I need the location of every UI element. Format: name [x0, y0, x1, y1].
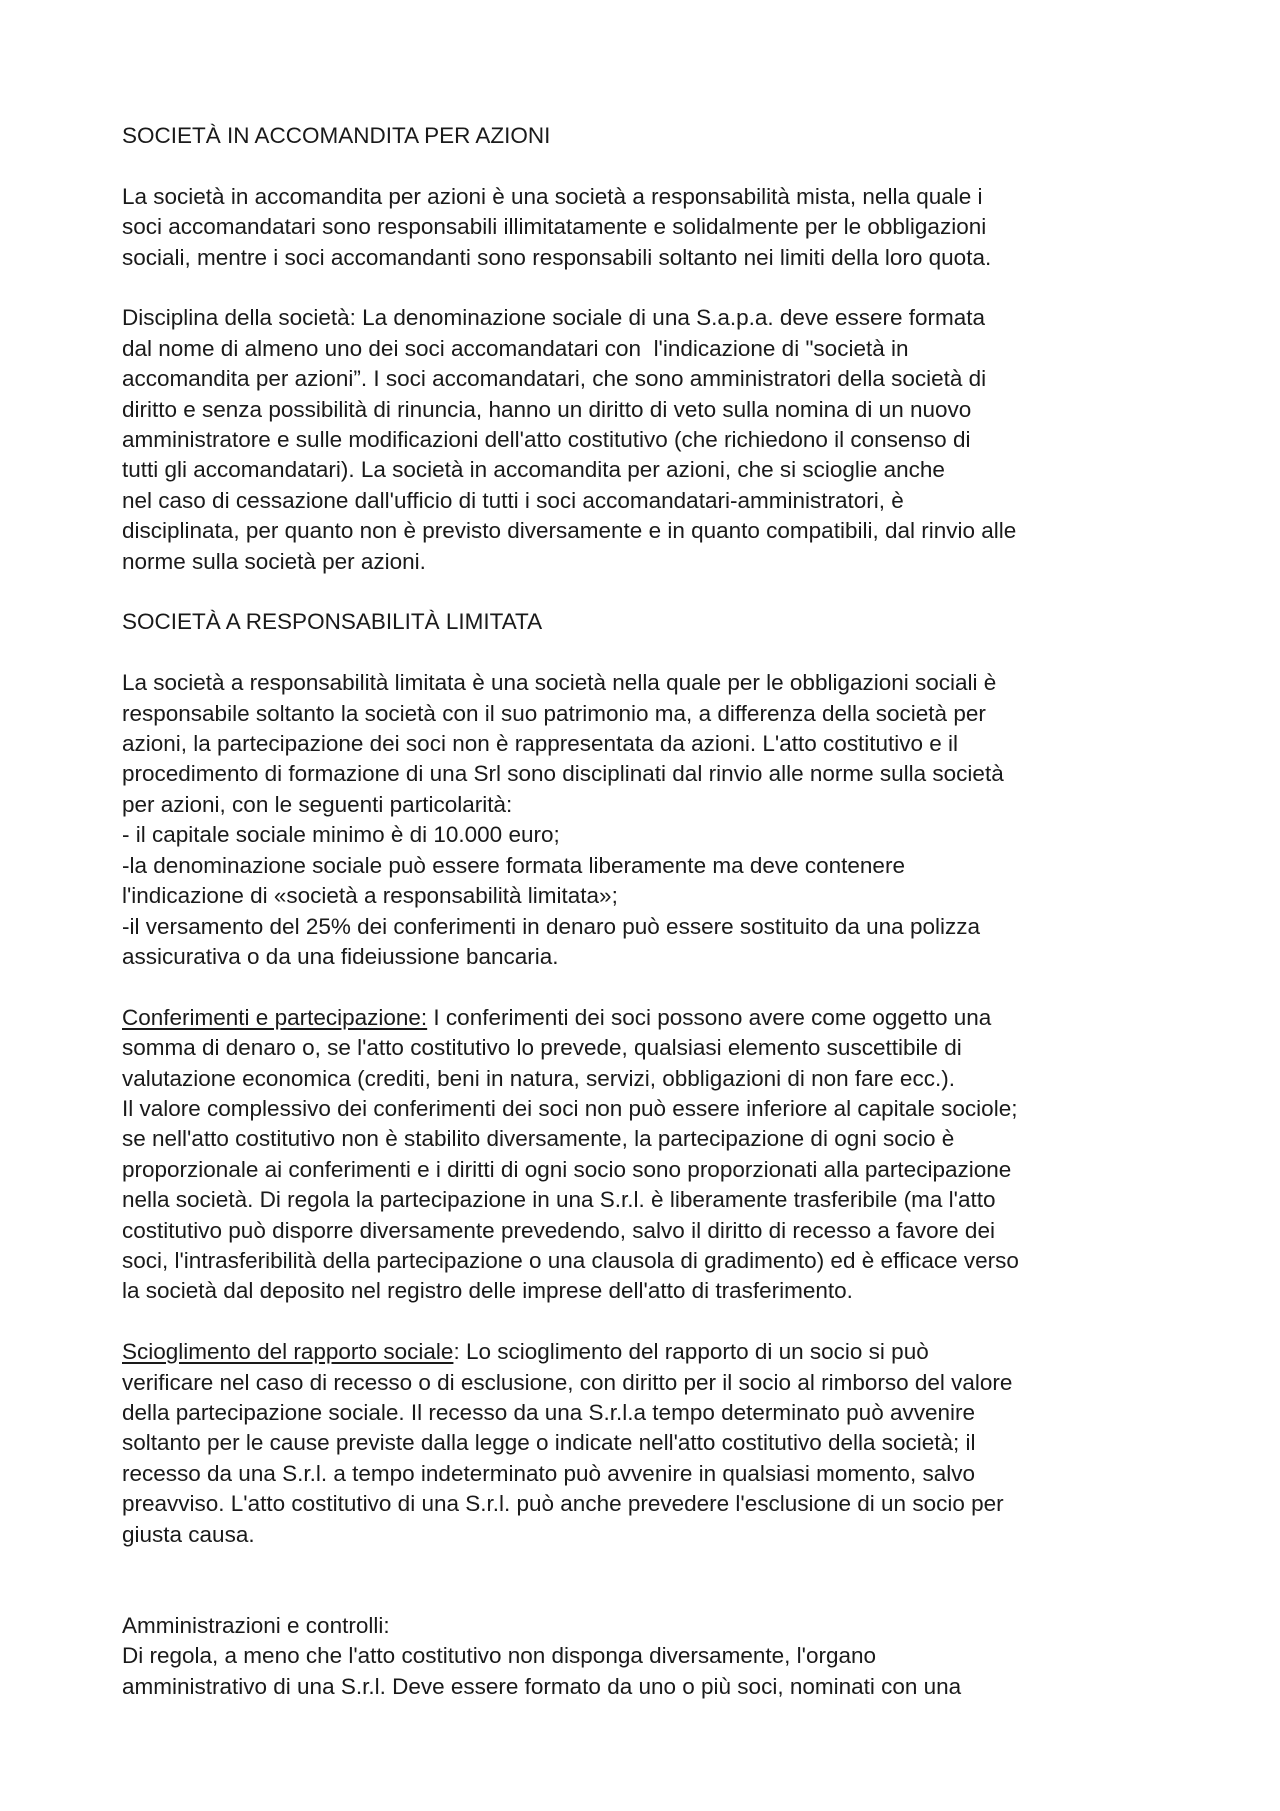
srl-conferimenti-paragraph — [122, 1003, 1182, 1307]
conferimenti-text: I conferimenti dei soci possono avere come oggetto una somma di denaro o, se l'atto costitutivo lo prevede, qualsiasi elemento suscettibile di valutazione economica (crediti, beni in natura, servizi, obbligazioni di non fare ecc.). Il valore complessivo dei conferimenti dei soci non può essere inferiore al capitale sociole; se nell'atto costitutivo non è stabilito diversamente, la partecipazione di ogni socio è proporzionale ai conferimenti e i diritti di ogni socio sono proporzionati alla partecipazione nella società. Di regola la partecipazione in una S.r.l. è liberamente trasferibile (ma l'atto costitutivo può disporre diversamente prevedendo, salvo il diritto di recesso a favore dei soci, l'intrasferibilità della partecipazione o una clausola di gradimento) ed è efficace verso la società dal deposito nel registro delle imprese dell'atto di trasferimento. — [122, 1004, 1019, 1304]
sapa-heading: SOCIETÀ IN ACCOMANDITA PER AZIONI — [122, 123, 551, 148]
scioglimento-text: : Lo scioglimento del rapporto di un socio si può verificare nel caso di recesso o di esclusione, con diritto per il socio al rimborso del valore della partecipazione sociale. Il recesso da una S.r.l.a tempo determinato può avvenire soltanto per le cause previste dalla legge o indicate nell'atto costitutivo della società; il recesso da una S.r.l. a tempo indeterminato può avvenire in qualsiasi momento, salvo preavviso. L'atto costitutivo di una S.r.l. può anche prevedere l'esclusione di un socio per giusta causa. — [122, 1339, 1013, 1547]
srl-intro-paragraph: La società a responsabilità limitata è una società nella quale per le obbligazioni sociali è responsabile soltanto la società con il suo patrimonio ma, a differenza della società per azioni, la partecipazione dei soci non è rappresentata da azioni. L'atto costitutivo e il procedimento di formazione di una Srl sono disciplinati dal rinvio alle norme sulla società per azioni, con le seguenti particolarità: - il capitale sociale minimo è di 10.000 euro; -la denominazione sociale può essere formata liberamente ma deve contenere l'indicazione di «società a responsabilità limitata»; -il versamento del 25% dei conferimenti in denaro può essere sostituito da una polizza assicurativa o da una fideiussione bancaria. — [122, 670, 1004, 969]
conferimenti-label: Conferimenti e partecipazione: — [122, 1004, 428, 1030]
srl-scioglimento-paragraph — [122, 1337, 1182, 1550]
scioglimento-label: Scioglimento del rapporto sociale — [122, 1339, 454, 1365]
sapa-intro-paragraph: La società in accomandita per azioni è una società a responsabilità mista, nella quale i soci accomandatari sono responsabili illimitatamente e solidalmente per le obbligazioni sociali, mentre i soci accomandanti sono responsabili soltanto nei limiti della loro quota. — [122, 183, 992, 270]
document-page — [122, 121, 1182, 1702]
sapa-discipline-paragraph: Disciplina della società: La denominazione sociale di una S.a.p.a. deve essere formata dal nome di almeno uno dei soci accomandatari con l'indicazione di "società in accomandita per azioni”. I soci accomandatari, che sono amministratori della società di diritto e senza possibilità di rinuncia, hanno un diritto di veto sulla nomina di un nuovo amministratore e sulle modificazioni dell'atto costitutivo (che richiedono il consenso di tutti gli accomandatari). La società in accomandita per azioni, che si scioglie anche nel caso di cessazione dall'ufficio di tutti i soci accomandatari-amministratori, è disciplinata, per quanto non è previsto diversamente e in quanto compatibili, dal rinvio alle norme sulla società per azioni. — [122, 305, 1017, 574]
srl-amministrazioni-paragraph: Amministrazioni e controlli: Di regola, a meno che l'atto costitutivo non disponga diversamente, l'organo amministrativo di una S.r.l. Deve essere formato da uno o più soci, nominati con una — [122, 1612, 962, 1699]
srl-heading: SOCIETÀ A RESPONSABILITÀ LIMITATA — [122, 609, 543, 635]
